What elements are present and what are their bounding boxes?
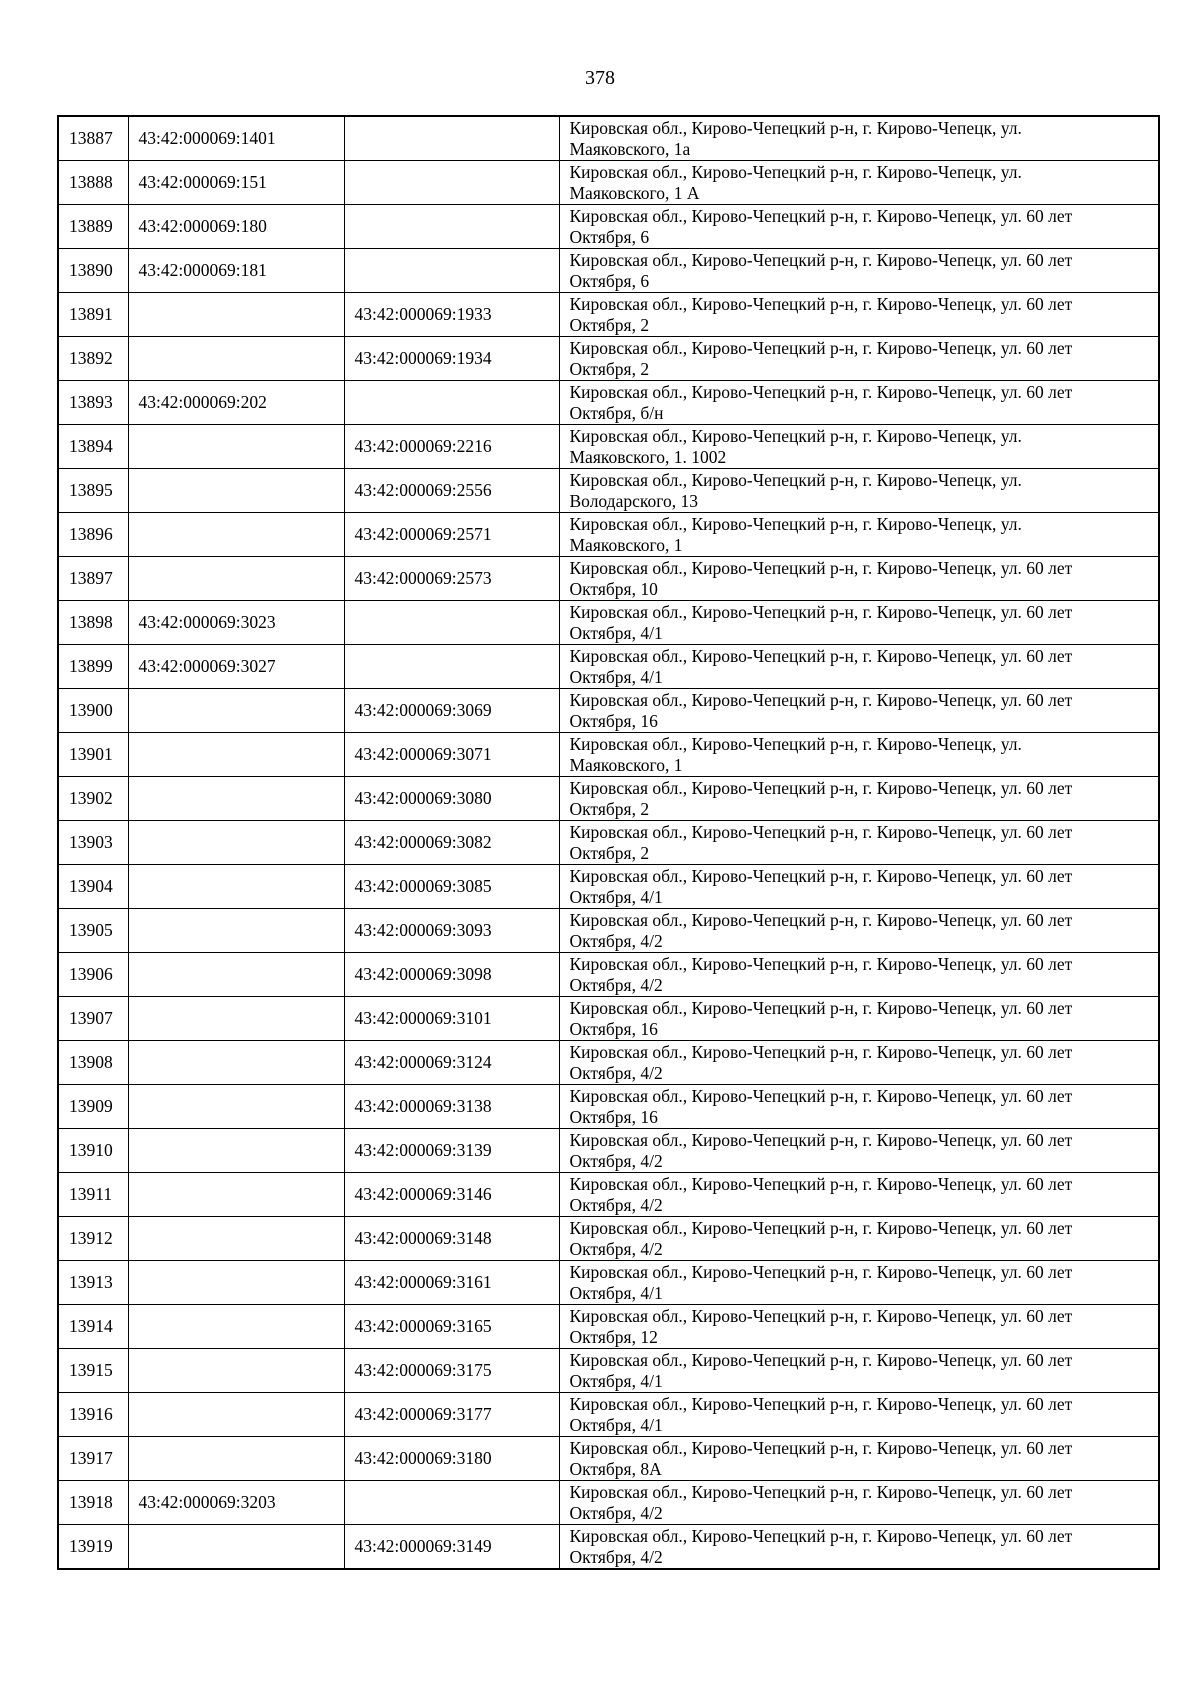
cadastral-number-cell: 43:42:000069:1401 (128, 116, 344, 161)
table-row (58, 777, 1159, 821)
address-cell (559, 161, 1159, 205)
related-cadastral-number-cell: 43:42:000069:3146 (344, 1173, 559, 1217)
table-row (58, 733, 1159, 777)
cadastral-number-cell: 43:42:000069:3203 (128, 1481, 344, 1525)
table-row (58, 821, 1159, 865)
row-number-cell: 13916 (58, 1393, 128, 1437)
row-number-cell: 13894 (58, 425, 128, 469)
address-line-2: Октября, б/н (569, 402, 664, 423)
cadastral-number-cell (128, 557, 344, 601)
address-cell (559, 1481, 1159, 1525)
address-line-1: Кировская обл., Кирово-Чепецкий р-н, г. Кирово-Чепецк, ул. 60 лет (569, 865, 1073, 886)
cadastral-number-cell (128, 865, 344, 909)
address-line-1: Кировская обл., Кирово-Чепецкий р-н, г. Кирово-Чепецк, ул. 60 лет (569, 601, 1073, 622)
address-line-1: Кировская обл., Кирово-Чепецкий р-н, г. Кирово-Чепецк, ул. 60 лет (569, 1437, 1073, 1458)
address-line-1: Кировская обл., Кирово-Чепецкий р-н, г. Кирово-Чепецк, ул. (569, 425, 1022, 446)
related-cadastral-number-cell: 43:42:000069:3124 (344, 1041, 559, 1085)
address-line-2: Октября, 10 (569, 578, 658, 599)
table-row (58, 1349, 1159, 1393)
registry-table-body (58, 116, 1159, 1569)
related-cadastral-number-cell (344, 645, 559, 689)
cadastral-number-cell (128, 821, 344, 865)
table-row (58, 1261, 1159, 1305)
address-cell (559, 1305, 1159, 1349)
table-row (58, 689, 1159, 733)
row-number-cell: 13906 (58, 953, 128, 997)
address-cell (559, 116, 1159, 161)
cadastral-number-cell (128, 1173, 344, 1217)
address-line-2: Октября, 4/2 (569, 1062, 663, 1083)
related-cadastral-number-cell: 43:42:000069:3101 (344, 997, 559, 1041)
address-cell (559, 1349, 1159, 1393)
address-cell (559, 909, 1159, 953)
address-cell (559, 1393, 1159, 1437)
address-line-1: Кировская обл., Кирово-Чепецкий р-н, г. Кирово-Чепецк, ул. (569, 513, 1022, 534)
related-cadastral-number-cell: 43:42:000069:3138 (344, 1085, 559, 1129)
address-line-1: Кировская обл., Кирово-Чепецкий р-н, г. Кирово-Чепецк, ул. 60 лет (569, 1261, 1073, 1282)
row-number-cell: 13900 (58, 689, 128, 733)
table-row (58, 865, 1159, 909)
address-cell (559, 997, 1159, 1041)
related-cadastral-number-cell (344, 249, 559, 293)
address-line-1: Кировская обл., Кирово-Чепецкий р-н, г. Кирово-Чепецк, ул. 60 лет (569, 1217, 1073, 1238)
address-cell (559, 557, 1159, 601)
address-line-1: Кировская обл., Кирово-Чепецкий р-н, г. Кирово-Чепецк, ул. 60 лет (569, 953, 1073, 974)
row-number-cell: 13914 (58, 1305, 128, 1349)
cadastral-number-cell (128, 1393, 344, 1437)
row-number-cell: 13899 (58, 645, 128, 689)
address-cell (559, 425, 1159, 469)
related-cadastral-number-cell (344, 1481, 559, 1525)
table-row (58, 997, 1159, 1041)
cadastral-number-cell: 43:42:000069:181 (128, 249, 344, 293)
related-cadastral-number-cell: 43:42:000069:2571 (344, 513, 559, 557)
address-line-1: Кировская обл., Кирово-Чепецкий р-н, г. Кирово-Чепецк, ул. 60 лет (569, 337, 1073, 358)
table-row (58, 469, 1159, 513)
address-line-2: Октября, 6 (569, 270, 650, 291)
address-line-2: Октября, 4/1 (569, 886, 663, 907)
address-line-2: Октября, 2 (569, 842, 650, 863)
row-number-cell: 13898 (58, 601, 128, 645)
row-number-cell: 13891 (58, 293, 128, 337)
related-cadastral-number-cell: 43:42:000069:2573 (344, 557, 559, 601)
row-number-cell: 13889 (58, 205, 128, 249)
table-row (58, 1217, 1159, 1261)
address-line-2: Октября, 16 (569, 1018, 658, 1039)
address-cell (559, 513, 1159, 557)
row-number-cell: 13895 (58, 469, 128, 513)
address-cell (559, 733, 1159, 777)
table-row (58, 205, 1159, 249)
related-cadastral-number-cell: 43:42:000069:3175 (344, 1349, 559, 1393)
cadastral-number-cell (128, 689, 344, 733)
cadastral-number-cell: 43:42:000069:3027 (128, 645, 344, 689)
cadastral-number-cell (128, 997, 344, 1041)
cadastral-number-cell: 43:42:000069:202 (128, 381, 344, 425)
address-line-2: Октября, 4/1 (569, 1414, 663, 1435)
address-cell (559, 645, 1159, 689)
address-cell (559, 205, 1159, 249)
table-row (58, 645, 1159, 689)
cadastral-number-cell (128, 469, 344, 513)
address-line-1: Кировская обл., Кирово-Чепецкий р-н, г. Кирово-Чепецк, ул. 60 лет (569, 1085, 1073, 1106)
address-line-2: Октября, 2 (569, 314, 650, 335)
address-line-2: Октября, 4/2 (569, 974, 663, 995)
table-row (58, 1173, 1159, 1217)
row-number-cell: 13888 (58, 161, 128, 205)
address-cell (559, 337, 1159, 381)
related-cadastral-number-cell: 43:42:000069:3177 (344, 1393, 559, 1437)
row-number-cell: 13911 (58, 1173, 128, 1217)
row-number-cell: 13890 (58, 249, 128, 293)
row-number-cell: 13910 (58, 1129, 128, 1173)
row-number-cell: 13893 (58, 381, 128, 425)
related-cadastral-number-cell: 43:42:000069:3149 (344, 1525, 559, 1570)
address-line-2: Октября, 6 (569, 226, 650, 247)
address-cell (559, 293, 1159, 337)
cadastral-number-cell (128, 1437, 344, 1481)
address-line-2: Октября, 16 (569, 1106, 658, 1127)
related-cadastral-number-cell: 43:42:000069:3085 (344, 865, 559, 909)
address-line-1: Кировская обл., Кирово-Чепецкий р-н, г. Кирово-Чепецк, ул. 60 лет (569, 1173, 1073, 1194)
related-cadastral-number-cell (344, 161, 559, 205)
cadastral-number-cell (128, 1041, 344, 1085)
address-line-1: Кировская обл., Кирово-Чепецкий р-н, г. Кирово-Чепецк, ул. 60 лет (569, 1041, 1073, 1062)
related-cadastral-number-cell: 43:42:000069:3165 (344, 1305, 559, 1349)
cadastral-number-cell (128, 1129, 344, 1173)
cadastral-number-cell: 43:42:000069:3023 (128, 601, 344, 645)
row-number-cell: 13917 (58, 1437, 128, 1481)
table-row (58, 557, 1159, 601)
page-number: 378 (585, 67, 615, 89)
table-row (58, 953, 1159, 997)
address-line-2: Октября, 4/2 (569, 1150, 663, 1171)
table-row (58, 601, 1159, 645)
address-cell (559, 1217, 1159, 1261)
address-line-1: Кировская обл., Кирово-Чепецкий р-н, г. Кирово-Чепецк, ул. 60 лет (569, 1349, 1073, 1370)
address-line-1: Кировская обл., Кирово-Чепецкий р-н, г. Кирово-Чепецк, ул. 60 лет (569, 1305, 1073, 1326)
address-line-2: Октября, 16 (569, 710, 658, 731)
address-line-2: Октября, 8А (569, 1458, 662, 1479)
address-cell (559, 953, 1159, 997)
row-number-cell: 13918 (58, 1481, 128, 1525)
row-number-cell: 13908 (58, 1041, 128, 1085)
cadastral-number-cell (128, 1305, 344, 1349)
related-cadastral-number-cell: 43:42:000069:3082 (344, 821, 559, 865)
related-cadastral-number-cell: 43:42:000069:3139 (344, 1129, 559, 1173)
address-line-2: Октября, 4/1 (569, 666, 663, 687)
cadastral-number-cell (128, 513, 344, 557)
row-number-cell: 13919 (58, 1525, 128, 1570)
table-row (58, 1305, 1159, 1349)
address-line-2: Маяковского, 1 А (569, 182, 700, 203)
row-number-cell: 13905 (58, 909, 128, 953)
related-cadastral-number-cell: 43:42:000069:3098 (344, 953, 559, 997)
row-number-cell: 13887 (58, 116, 128, 161)
address-line-1: Кировская обл., Кирово-Чепецкий р-н, г. Кирово-Чепецк, ул. 60 лет (569, 689, 1073, 710)
address-line-1: Кировская обл., Кирово-Чепецкий р-н, г. Кирово-Чепецк, ул. 60 лет (569, 1525, 1073, 1546)
cadastral-number-cell (128, 1525, 344, 1570)
address-line-2: Октября, 4/2 (569, 1546, 663, 1567)
row-number-cell: 13909 (58, 1085, 128, 1129)
table-row (58, 161, 1159, 205)
address-line-2: Октября, 4/1 (569, 1370, 663, 1391)
address-line-2: Октября, 2 (569, 358, 650, 379)
address-line-1: Кировская обл., Кирово-Чепецкий р-н, г. Кирово-Чепецк, ул. 60 лет (569, 557, 1073, 578)
cadastral-number-cell (128, 1085, 344, 1129)
cadastral-number-cell (128, 909, 344, 953)
table-row (58, 249, 1159, 293)
address-line-1: Кировская обл., Кирово-Чепецкий р-н, г. Кирово-Чепецк, ул. 60 лет (569, 249, 1073, 270)
related-cadastral-number-cell (344, 205, 559, 249)
address-cell (559, 689, 1159, 733)
address-cell (559, 1085, 1159, 1129)
related-cadastral-number-cell: 43:42:000069:3080 (344, 777, 559, 821)
address-cell (559, 1129, 1159, 1173)
related-cadastral-number-cell: 43:42:000069:3071 (344, 733, 559, 777)
related-cadastral-number-cell: 43:42:000069:1934 (344, 337, 559, 381)
table-row (58, 909, 1159, 953)
related-cadastral-number-cell: 43:42:000069:2216 (344, 425, 559, 469)
address-cell (559, 381, 1159, 425)
related-cadastral-number-cell (344, 381, 559, 425)
address-line-1: Кировская обл., Кирово-Чепецкий р-н, г. Кирово-Чепецк, ул. 60 лет (569, 1481, 1073, 1502)
address-cell (559, 249, 1159, 293)
address-line-1: Кировская обл., Кирово-Чепецкий р-н, г. Кирово-Чепецк, ул. 60 лет (569, 645, 1073, 666)
cadastral-number-cell (128, 777, 344, 821)
table-row (58, 425, 1159, 469)
table-row (58, 1525, 1159, 1570)
address-cell (559, 469, 1159, 513)
related-cadastral-number-cell (344, 116, 559, 161)
address-cell (559, 821, 1159, 865)
table-row (58, 513, 1159, 557)
address-line-1: Кировская обл., Кирово-Чепецкий р-н, г. Кирово-Чепецк, ул. 60 лет (569, 381, 1073, 402)
address-cell (559, 1437, 1159, 1481)
address-cell (559, 1041, 1159, 1085)
cadastral-number-cell (128, 953, 344, 997)
cadastral-number-cell (128, 1217, 344, 1261)
address-line-2: Октября, 4/2 (569, 930, 663, 951)
table-row (58, 1085, 1159, 1129)
address-line-2: Октября, 4/1 (569, 1282, 663, 1303)
address-line-1: Кировская обл., Кирово-Чепецкий р-н, г. Кирово-Чепецк, ул. (569, 117, 1022, 138)
address-line-2: Октября, 4/2 (569, 1238, 663, 1259)
address-line-1: Кировская обл., Кирово-Чепецкий р-н, г. Кирово-Чепецк, ул. (569, 469, 1022, 490)
address-line-1: Кировская обл., Кирово-Чепецкий р-н, г. Кирово-Чепецк, ул. (569, 733, 1022, 754)
table-row (58, 1129, 1159, 1173)
address-cell (559, 1525, 1159, 1570)
address-line-1: Кировская обл., Кирово-Чепецкий р-н, г. Кирово-Чепецк, ул. 60 лет (569, 293, 1073, 314)
table-row (58, 1393, 1159, 1437)
row-number-cell: 13912 (58, 1217, 128, 1261)
related-cadastral-number-cell: 43:42:000069:3093 (344, 909, 559, 953)
cadastral-number-cell (128, 337, 344, 381)
row-number-cell: 13892 (58, 337, 128, 381)
row-number-cell: 13903 (58, 821, 128, 865)
table-row (58, 1041, 1159, 1085)
cadastral-number-cell: 43:42:000069:180 (128, 205, 344, 249)
table-row (58, 293, 1159, 337)
table-row (58, 116, 1159, 161)
related-cadastral-number-cell: 43:42:000069:3069 (344, 689, 559, 733)
address-line-1: Кировская обл., Кирово-Чепецкий р-н, г. Кирово-Чепецк, ул. 60 лет (569, 1129, 1073, 1150)
related-cadastral-number-cell: 43:42:000069:3161 (344, 1261, 559, 1305)
address-line-2: Маяковского, 1 (569, 534, 683, 555)
row-number-cell: 13901 (58, 733, 128, 777)
row-number-cell: 13897 (58, 557, 128, 601)
address-line-2: Октября, 4/1 (569, 622, 663, 643)
related-cadastral-number-cell (344, 601, 559, 645)
address-line-2: Маяковского, 1 (569, 754, 683, 775)
table-row (58, 1437, 1159, 1481)
address-line-1: Кировская обл., Кирово-Чепецкий р-н, г. Кирово-Чепецк, ул. 60 лет (569, 997, 1073, 1018)
address-cell (559, 601, 1159, 645)
cadastral-number-cell: 43:42:000069:151 (128, 161, 344, 205)
row-number-cell: 13896 (58, 513, 128, 557)
address-cell (559, 865, 1159, 909)
address-cell (559, 1261, 1159, 1305)
address-cell (559, 1173, 1159, 1217)
table-row (58, 381, 1159, 425)
address-line-1: Кировская обл., Кирово-Чепецкий р-н, г. Кирово-Чепецк, ул. 60 лет (569, 909, 1073, 930)
related-cadastral-number-cell: 43:42:000069:2556 (344, 469, 559, 513)
row-number-cell: 13915 (58, 1349, 128, 1393)
related-cadastral-number-cell: 43:42:000069:3180 (344, 1437, 559, 1481)
cadastral-number-cell (128, 733, 344, 777)
cadastral-number-cell (128, 293, 344, 337)
row-number-cell: 13907 (58, 997, 128, 1041)
address-line-1: Кировская обл., Кирово-Чепецкий р-н, г. Кирово-Чепецк, ул. 60 лет (569, 777, 1073, 798)
address-line-2: Октября, 4/2 (569, 1194, 663, 1215)
cadastral-number-cell (128, 1261, 344, 1305)
cadastral-number-cell (128, 425, 344, 469)
address-line-1: Кировская обл., Кирово-Чепецкий р-н, г. Кирово-Чепецк, ул. (569, 161, 1022, 182)
address-line-2: Октября, 12 (569, 1326, 658, 1347)
address-cell (559, 777, 1159, 821)
table-row (58, 337, 1159, 381)
row-number-cell: 13913 (58, 1261, 128, 1305)
row-number-cell: 13902 (58, 777, 128, 821)
row-number-cell: 13904 (58, 865, 128, 909)
registry-table (57, 115, 1160, 1570)
address-line-1: Кировская обл., Кирово-Чепецкий р-н, г. Кирово-Чепецк, ул. 60 лет (569, 205, 1073, 226)
address-line-1: Кировская обл., Кирово-Чепецкий р-н, г. Кирово-Чепецк, ул. 60 лет (569, 1393, 1073, 1414)
address-line-2: Октября, 4/2 (569, 1502, 663, 1523)
address-line-2: Володарского, 13 (569, 490, 698, 511)
address-line-1: Кировская обл., Кирово-Чепецкий р-н, г. Кирово-Чепецк, ул. 60 лет (569, 821, 1073, 842)
address-line-2: Маяковского, 1. 1002 (569, 446, 727, 467)
cadastral-number-cell (128, 1349, 344, 1393)
address-line-2: Маяковского, 1а (569, 138, 691, 159)
related-cadastral-number-cell: 43:42:000069:1933 (344, 293, 559, 337)
related-cadastral-number-cell: 43:42:000069:3148 (344, 1217, 559, 1261)
address-line-2: Октября, 2 (569, 798, 650, 819)
table-row (58, 1481, 1159, 1525)
